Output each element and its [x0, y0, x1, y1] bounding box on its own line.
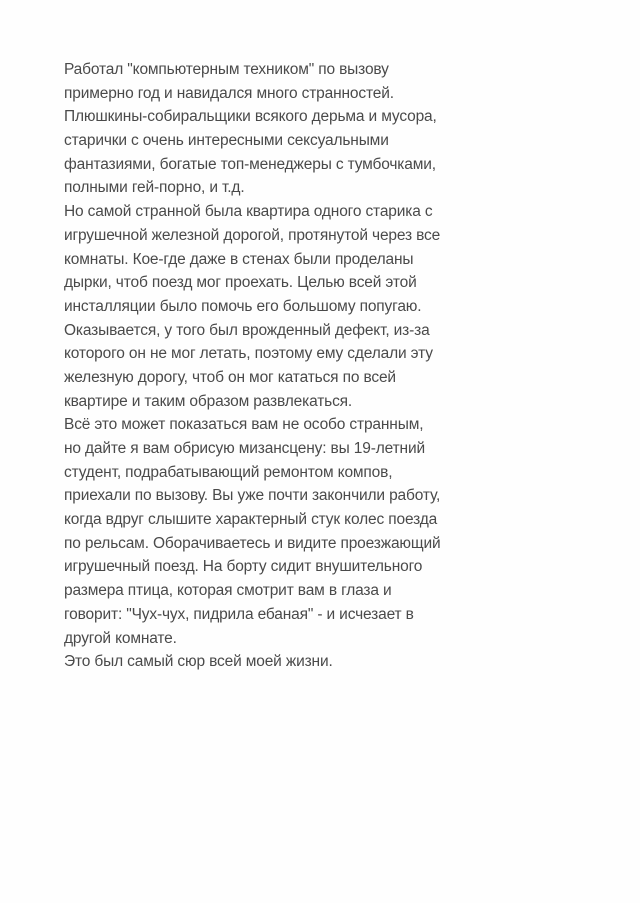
- text-line: фантазиями, богатые топ-менеджеры с тумбочками,: [64, 155, 436, 173]
- text-line: Плюшкины-собиральщики всякого дерьма и мусора,: [64, 108, 437, 126]
- text-line: приехали по вызову. Вы уже почти закончили работу,: [64, 487, 441, 505]
- text-line: студент, подрабатывающий ремонтом компов,: [64, 463, 393, 481]
- text-line: размера птица, которая смотрит вам в глаза и: [64, 582, 392, 600]
- text-line: примерно год и навидался много странностей.: [64, 84, 394, 102]
- text-line: Это был самый сюр всей моей жизни.: [64, 653, 333, 671]
- text-line: когда вдруг слышите характерный стук колес поезда: [64, 511, 438, 529]
- text-line: игрушечной железной дорогой, протянутой через все: [64, 226, 441, 244]
- text-line: полными гей-порно, и т.д.: [64, 179, 245, 197]
- text-line: комнаты. Кое-где даже в стенах были проделаны: [64, 250, 414, 268]
- text-line: Всё это может показаться вам не особо странным,: [64, 416, 424, 434]
- text-line: но дайте я вам обрисую мизансцену: вы 19-летний: [64, 440, 425, 457]
- post-text: [64, 58, 604, 674]
- text-line: другой комнате.: [64, 629, 177, 647]
- text-line: Работал "компьютерным техником" по вызову: [64, 61, 389, 78]
- text-line: дырки, чтоб поезд мог проехать. Целью всей этой: [64, 274, 417, 292]
- text-line: говорит: "Чух-чух, пидрила ебаная" - и исчезает в: [64, 605, 414, 623]
- text-line: игрушечный поезд. На борту сидит внушительного: [64, 558, 423, 576]
- text-line: по рельсам. Оборачиваетесь и видите проезжающий: [64, 534, 441, 552]
- text-line: железную дорогу, чтоб он мог кататься по всей: [64, 368, 396, 386]
- text-line: которого он не мог летать, поэтому ему сделали эту: [64, 345, 433, 363]
- text-line: Оказывается, у того был врожденный дефект, из-за: [64, 321, 430, 339]
- text-line: старички с очень интересными сексуальными: [64, 132, 389, 150]
- text-line: квартире и таким образом развлекаться.: [64, 392, 353, 410]
- text-line: Но самой странной была квартира одного старика с: [64, 203, 433, 221]
- text-line: инсталляции было помочь его большому попугаю.: [64, 297, 422, 315]
